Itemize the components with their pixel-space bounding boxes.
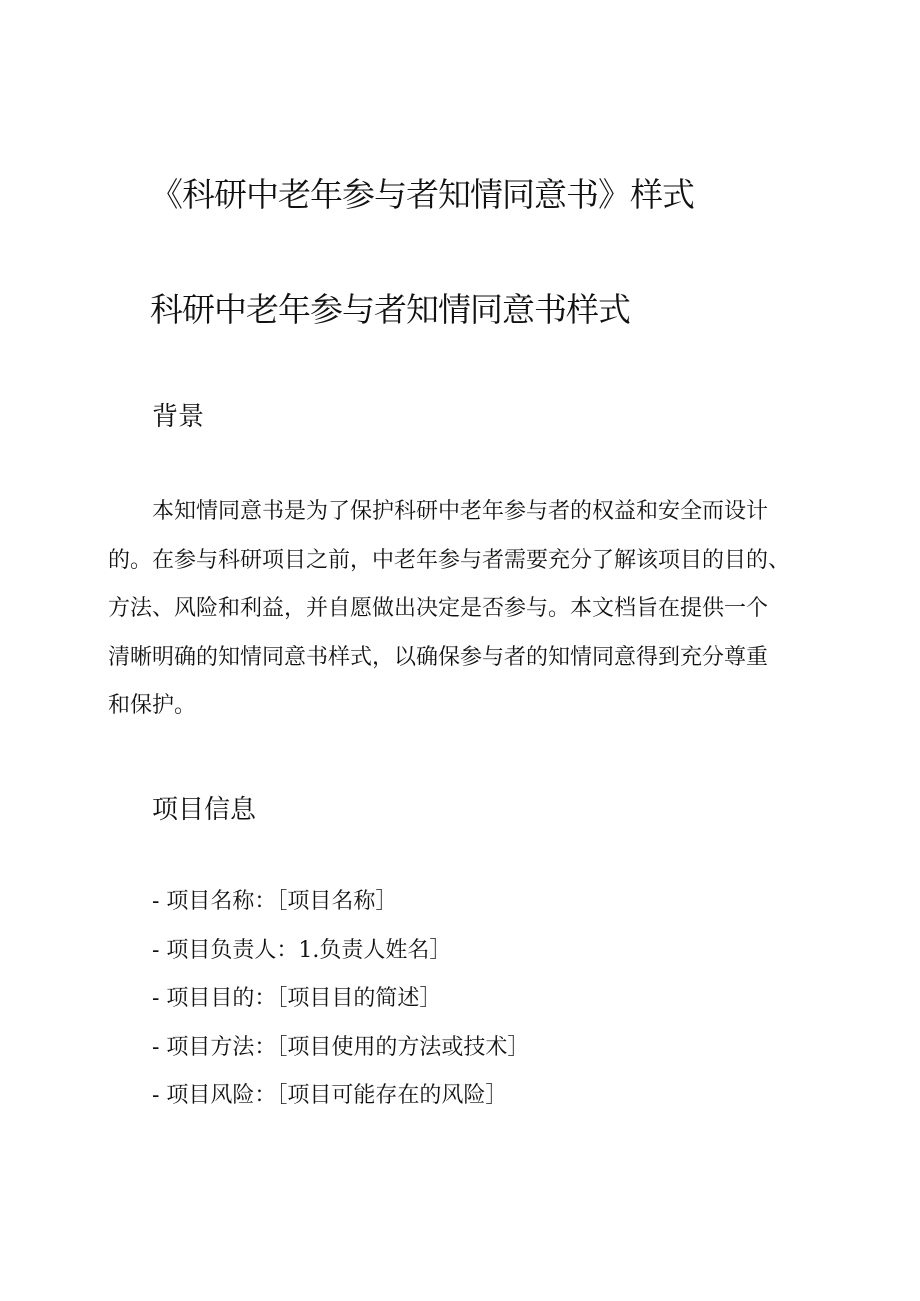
background-paragraph	[108, 488, 818, 731]
project-info-heading: 项目信息	[152, 795, 257, 825]
document-title: 《科研中老年参与者知情同意书》样式	[150, 175, 694, 214]
paragraph-line: 方法、风险和利益，并自愿做出决定是否参与。本文档旨在提供一个	[108, 596, 769, 621]
paragraph-line: 清晰明确的知情同意书样式，以确保参与者的知情同意得到充分尊重	[108, 644, 769, 670]
document-subtitle: 科研中老年参与者知情同意书样式	[150, 290, 630, 329]
project-name-item: - 项目名称：［项目名称］	[152, 889, 398, 914]
project-leader-item: - 项目负责人：1.负责人姓名］	[152, 937, 452, 963]
paragraph-line: 和保护。	[108, 693, 197, 718]
paragraph-line: 本知情同意书是为了保护科研中老年参与者的权益和安全而设计	[152, 499, 769, 524]
project-risk-item: - 项目风险：［项目可能存在的风险］	[152, 1083, 508, 1108]
paragraph-line: 的。在参与科研项目之前，中老年参与者需要充分了解该项目的目的、	[108, 547, 791, 573]
project-info-list	[152, 878, 529, 1121]
project-method-item: - 项目方法：［项目使用的方法或技术］	[152, 1034, 530, 1060]
project-purpose-item: - 项目目的：［项目目的简述］	[152, 986, 442, 1011]
background-heading: 背景	[152, 402, 205, 432]
